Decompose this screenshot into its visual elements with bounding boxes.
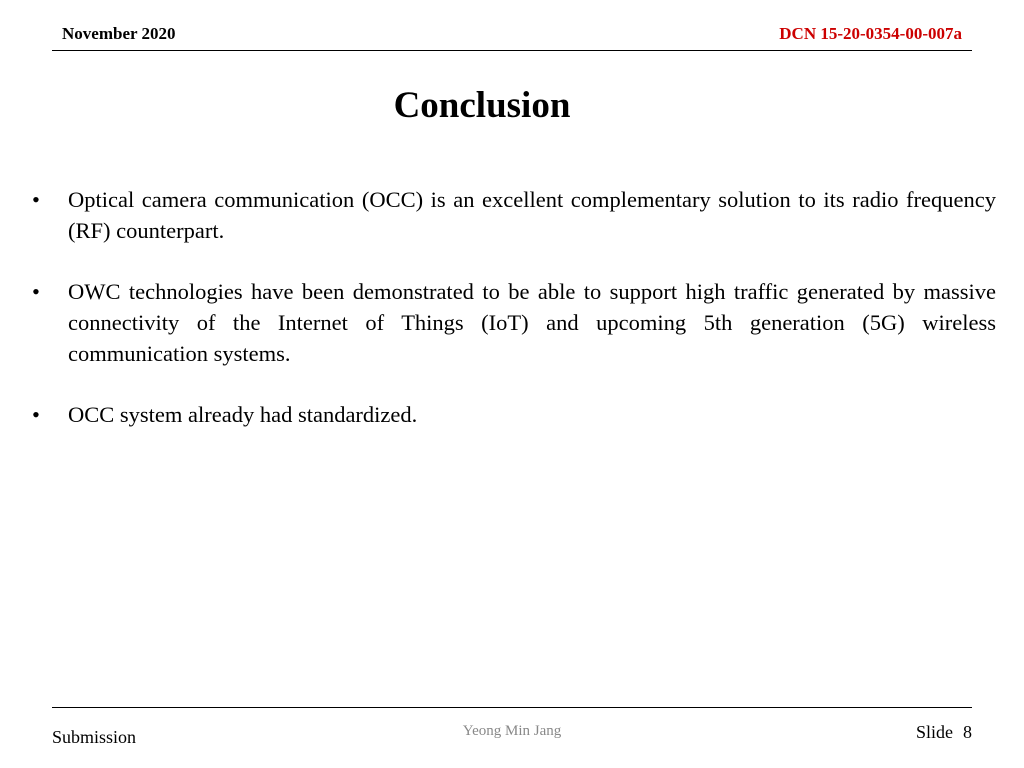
bullet-item xyxy=(28,276,996,369)
footer-submission: Submission xyxy=(52,727,137,747)
header-dcn: DCN 15-20-0354-00-007a xyxy=(779,24,962,43)
footer-rule xyxy=(52,707,972,708)
header-date: November 2020 xyxy=(62,24,176,43)
slide-title: Conclusion xyxy=(393,85,571,126)
bullet-text: Optical camera communication (OCC) is an excellent complementary solution to its radio frequency (RF) counterpart. xyxy=(68,187,996,243)
bullet-dot: • xyxy=(32,402,40,427)
bullet-item xyxy=(28,399,996,430)
bullet-item xyxy=(28,184,996,246)
bullet-text: OWC technologies have been demonstrated to be able to support high traffic generated by massive connectivity of the Internet of Things (IoT) and upcoming 5th generation (5G) wireless communication systems. xyxy=(68,279,996,366)
bullet-text: OCC system already had standardized. xyxy=(68,402,418,427)
header-rule xyxy=(52,50,972,51)
bullet-dot: • xyxy=(32,187,40,212)
slide-number: 8 xyxy=(963,722,972,742)
bullet-dot: • xyxy=(32,279,40,304)
footer-slide-number xyxy=(916,722,972,743)
slide-label: Slide xyxy=(915,722,953,742)
footer-author: Yeong Min Jang xyxy=(462,723,562,739)
bullet-list xyxy=(28,184,996,460)
